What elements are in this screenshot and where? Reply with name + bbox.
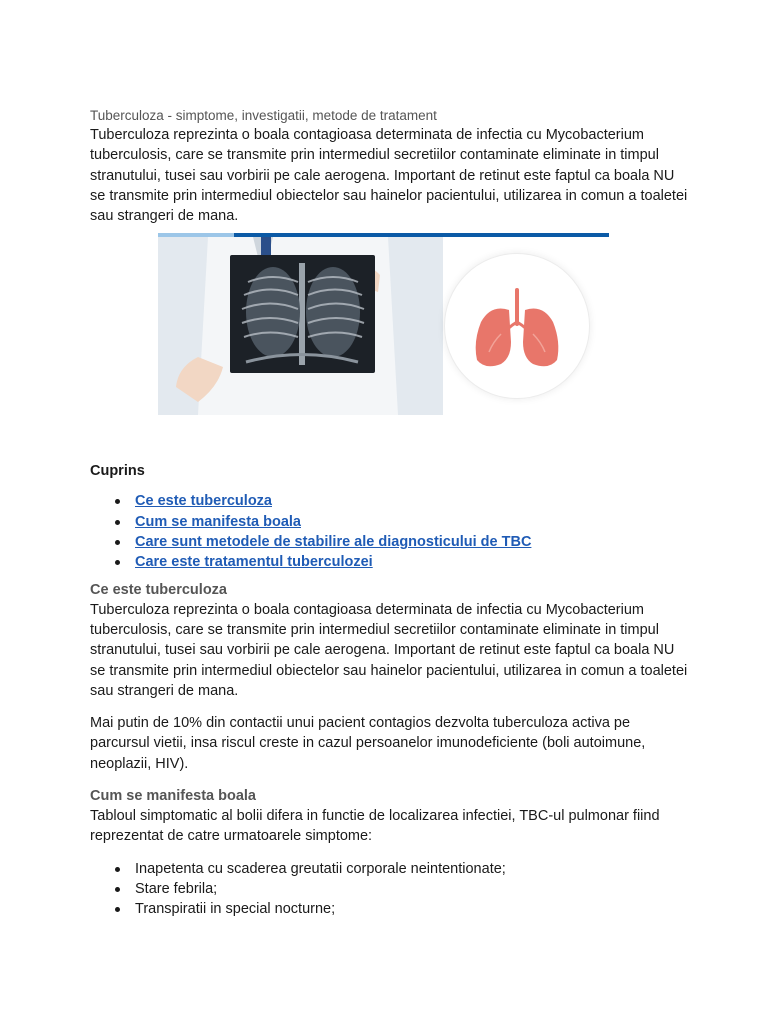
toc-item	[90, 491, 690, 511]
document-page	[90, 107, 690, 920]
doctor-xray-photo	[158, 237, 443, 415]
toc-link-diagnostic[interactable]: Care sunt metodele de stabilire ale diagnosticului de TBC	[135, 534, 532, 551]
list-item: Stare febrila;	[90, 879, 690, 899]
toc-item	[90, 532, 690, 552]
toc-link-cum-se-manifesta[interactable]: Cum se manifesta boala	[135, 513, 301, 530]
section2-paragraph-1: Tabloul simptomatic al bolii difera in functie de localizarea infectiei, TBC-ul pulmonar fiind reprezentat de catre urmatoarele simptome:	[90, 808, 660, 845]
list-item: Transpiratii in special nocturne;	[90, 899, 690, 919]
toc-title: Cuprins	[90, 463, 145, 480]
toc-link-ce-este-tuberculoza[interactable]: Ce este tuberculoza	[135, 493, 272, 510]
toc-list	[90, 491, 690, 572]
toc-link-tratament[interactable]: Care este tratamentul tuberculozei	[135, 554, 373, 571]
section-title-cum-se-manifesta: Cum se manifesta boala	[90, 788, 256, 805]
hero-image	[158, 233, 610, 418]
section1-paragraph-1: Tuberculoza reprezinta o boala contagioasa determinata de infectia cu Mycobacterium tuberculosis, care se transmite prin intermediul secretiilor contaminate eliminate in timpul stranutului, tusei sau vorbirii pe cale aerogena. Important de retinut este faptul ca boala NU se transmite prin intermediul obiectelor sau hainelor pacientului, utilizarea in comun a toaletei sau strangeri de mana.	[90, 601, 688, 699]
section-title-ce-este: Ce este tuberculoza	[90, 581, 227, 598]
list-item: Inapetenta cu scaderea greutatii corporale neintentionate;	[90, 859, 690, 879]
toc-item	[90, 552, 690, 572]
article-subtitle: Tuberculoza - simptome, investigatii, metode de tratament	[90, 108, 437, 123]
lungs-icon	[445, 254, 589, 398]
lungs-illustration	[444, 253, 590, 399]
toc-item	[90, 512, 690, 532]
intro-paragraph: Tuberculoza reprezinta o boala contagioasa determinata de infectia cu Mycobacterium tuberculosis, care se transmite prin intermediul secretiilor contaminate eliminate in timpul stranutului, tusei sau vorbirii pe cale aerogena. Important de retinut este faptul ca boala NU se transmite prin intermediul obiectelor sau hainelor pacientului, utilizarea in comun a toaletei sau strangeri de mana.	[90, 127, 688, 225]
symptoms-list	[90, 859, 690, 920]
section1-paragraph-2: Mai putin de 10% din contactii unui pacient contagios dezvolta tuberculoza activa pe parcursul vietii, insa riscul creste in cazul persoanelor imunodeficiente (boli autoimune, neoplazii, HIV).	[90, 715, 646, 772]
